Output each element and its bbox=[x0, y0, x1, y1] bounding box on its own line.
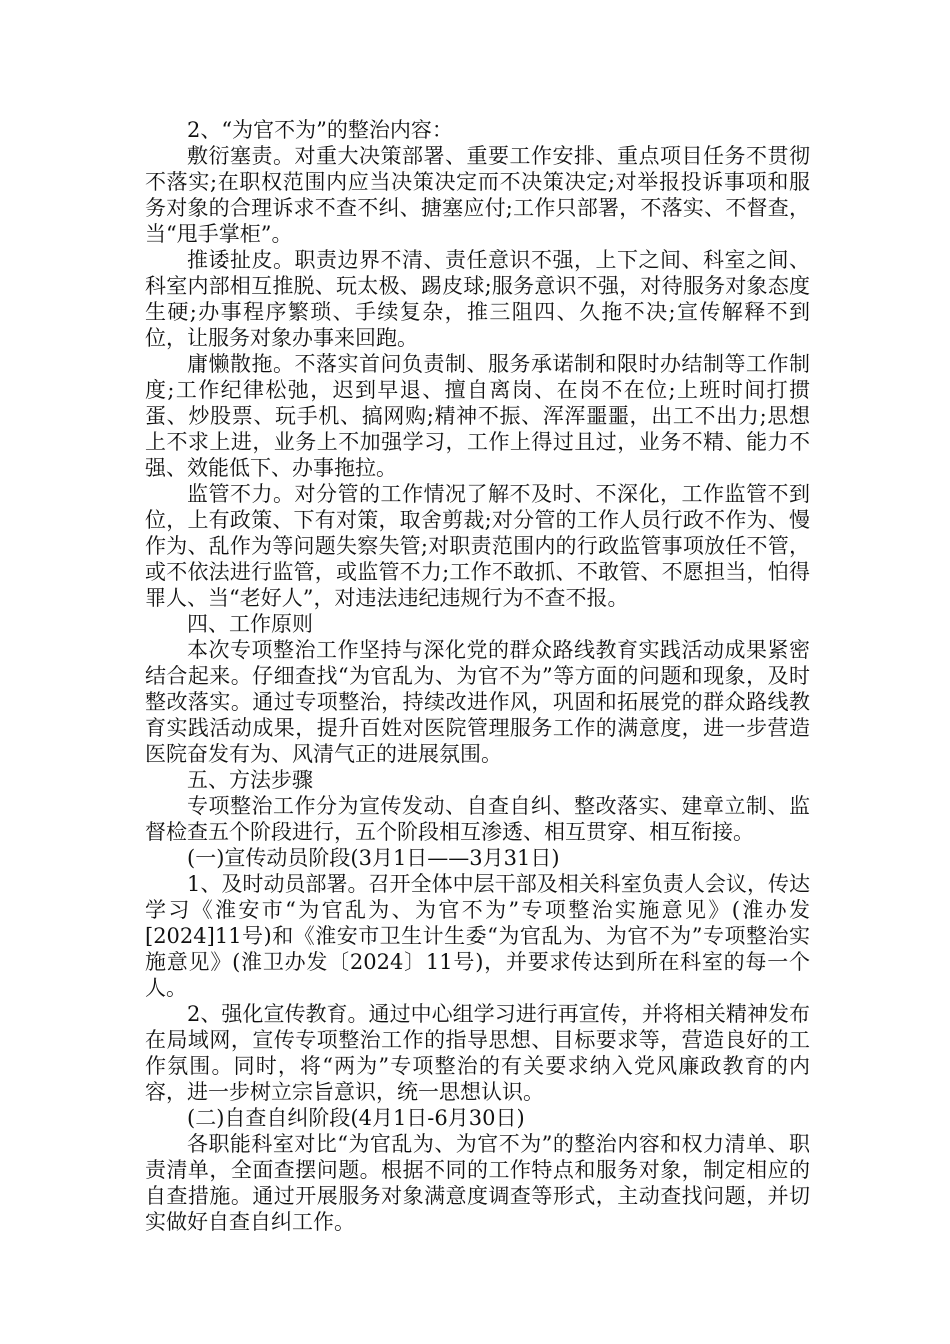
section-heading: (二)自查自纠阶段(4月1日-6月30日) bbox=[187, 1106, 525, 1130]
section-heading: 2、“为官不为”的整治内容： bbox=[187, 118, 453, 142]
body-paragraph: 2、强化宣传教育。通过中心组学习进行再宣传，并将相关精神发布在局域网，宣传专项整治工作的指导思想、目标要求等，营造良好的工作氛围。同时，将“两为”专项整治的有关要求纳入党风廉政教育的内容，进一步树立宗旨意识，统一思想认识。 bbox=[145, 1002, 810, 1104]
section-heading: 四、工作原则 bbox=[187, 612, 313, 636]
body-paragraph: 推诿扯皮。职责边界不清、责任意识不强，上下之间、科室之间、科室内部相互推脱、玩太极、踢皮球;服务意识不强，对待服务对象态度生硬;办事程序繁琐、手续复杂，推三阻四、久拖不决;宣传解释不到位，让服务对象办事来回跑。 bbox=[145, 248, 810, 350]
body-paragraph: 专项整治工作分为宣传发动、自查自纠、整改落实、建章立制、监督检查五个阶段进行，五个阶段相互渗透、相互贯穿、相互衔接。 bbox=[145, 794, 810, 844]
section-heading: 五、方法步骤 bbox=[187, 768, 313, 792]
body-paragraph: 敷衍塞责。对重大决策部署、重要工作安排、重点项目任务不贯彻不落实;在职权范围内应当决策决定而不决策决定;对举报投诉事项和服务对象的合理诉求不查不纠、搪塞应付;工作只部署，不落实、不督查，当“甩手掌柜”。 bbox=[145, 144, 810, 246]
section-heading: (一)宣传动员阶段(3月1日——3月31日) bbox=[187, 846, 560, 870]
body-paragraph: 庸懒散拖。不落实首问负责制、服务承诺制和限时办结制等工作制度;工作纪律松弛，迟到早退、擅自离岗、在岗不在位;上班时间打掼蛋、炒股票、玩手机、搞网购;精神不振、浑浑噩噩，出工不出力;思想上不求上进，业务上不加强学习，工作上得过且过，业务不精、能力不强、效能低下、办事拖拉。 bbox=[145, 352, 810, 480]
body-paragraph: 监管不力。对分管的工作情况了解不及时、不深化，工作监管不到位，上有政策、下有对策，取舍剪裁;对分管的工作人员行政不作为、慢作为、乱作为等问题失察失管;对职责范围内的行政监管事项放任不管，或不依法进行监管，或监管不力;工作不敢抓、不敢管、不愿担当，怕得罪人、当“老好人”，对违法违纪违规行为不查不报。 bbox=[145, 482, 810, 610]
body-paragraph: 本次专项整治工作坚持与深化党的群众路线教育实践活动成果紧密结合起来。仔细查找“为官乱为、为官不为”等方面的问题和现象，及时整改落实。通过专项整治，持续改进作风，巩固和拓展党的群众路线教育实践活动成果，提升百姓对医院管理服务工作的满意度，进一步营造医院奋发有为、风清气正的进展氛围。 bbox=[145, 638, 810, 766]
body-paragraph: 1、及时动员部署。召开全体中层干部及相关科室负责人会议，传达学习《淮安市“为官乱为、为官不为”专项整治实施意见》(淮办发[2024]11号)和《淮安市卫生计生委“为官乱为、为官不为”专项整治实施意见》(淮卫办发〔2024〕11号)，并要求传达到所在科室的每一个人。 bbox=[145, 872, 810, 1000]
document-body bbox=[145, 117, 810, 1235]
body-paragraph: 各职能科室对比“为官乱为、为官不为”的整治内容和权力清单、职责清单，全面查摆问题。根据不同的工作特点和服务对象，制定相应的自查措施。通过开展服务对象满意度调查等形式，主动查找问题，并切实做好自查自纠工作。 bbox=[145, 1132, 810, 1234]
